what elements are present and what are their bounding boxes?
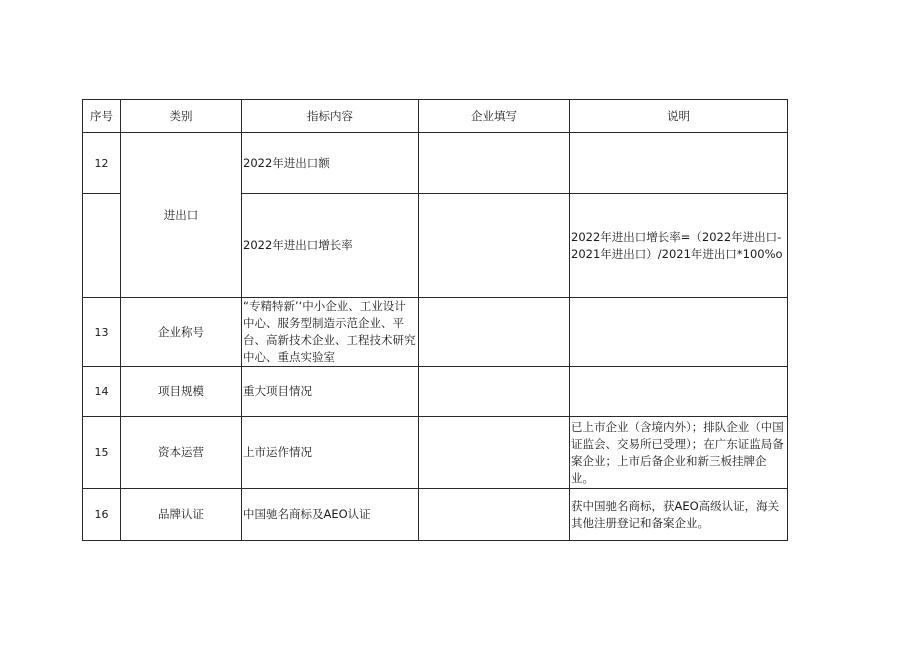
row-seq: 12 [83,133,121,194]
header-seq: 序号 [83,100,121,133]
row-indicator: 重大项目情况 [242,367,419,417]
row-category: 企业称号 [121,298,242,367]
row-indicator: 2022年进出口增长率 [242,194,419,298]
header-category: 类别 [121,100,242,133]
row-note: 2022年进出口增长率=（2022年进出口-2021年进出口）/2021年进出口*100%o [570,194,788,298]
row-seq: 16 [83,489,121,541]
row-category: 品牌认证 [121,489,242,541]
row-seq: 15 [83,417,121,489]
fill-cell[interactable] [419,367,570,417]
table-row [83,367,788,417]
table-header-row [83,100,788,133]
row-indicator: 上市运作情况 [242,417,419,489]
row-category: 资本运营 [121,417,242,489]
row-indicator: 2022年进出口额 [242,133,419,194]
fill-cell[interactable] [419,489,570,541]
row-indicator: 中国驰名商标及AEO认证 [242,489,419,541]
row-note: 已上市企业（含境内外）；排队企业（中国证监会、交易所已受理）；在广东证监局备案企业；上市后备企业和新三板挂牌企业。 [570,417,788,489]
row-note [570,298,788,367]
row-seq [83,194,121,298]
row-seq: 14 [83,367,121,417]
row-indicator: “专精特新’‘中小企业、工业设计中心、服务型制造示范企业、平台、高新技术企业、工程技术研究中心、重点实验室 [242,298,419,367]
header-indicator: 指标内容 [242,100,419,133]
indicator-table [82,99,788,541]
fill-cell[interactable] [419,417,570,489]
row-note: 获中国驰名商标，获AEO高级认证，海关其他注册登记和备案企业。 [570,489,788,541]
table-row [83,133,788,194]
header-note: 说明 [570,100,788,133]
fill-cell[interactable] [419,194,570,298]
row-seq: 13 [83,298,121,367]
row-category: 项目规模 [121,367,242,417]
table-row [83,489,788,541]
row-note [570,367,788,417]
fill-cell[interactable] [419,133,570,194]
table-row [83,417,788,489]
row-note [570,133,788,194]
fill-cell[interactable] [419,298,570,367]
header-fill: 企业填写 [419,100,570,133]
table-row [83,298,788,367]
row-category: 进出口 [121,133,242,298]
